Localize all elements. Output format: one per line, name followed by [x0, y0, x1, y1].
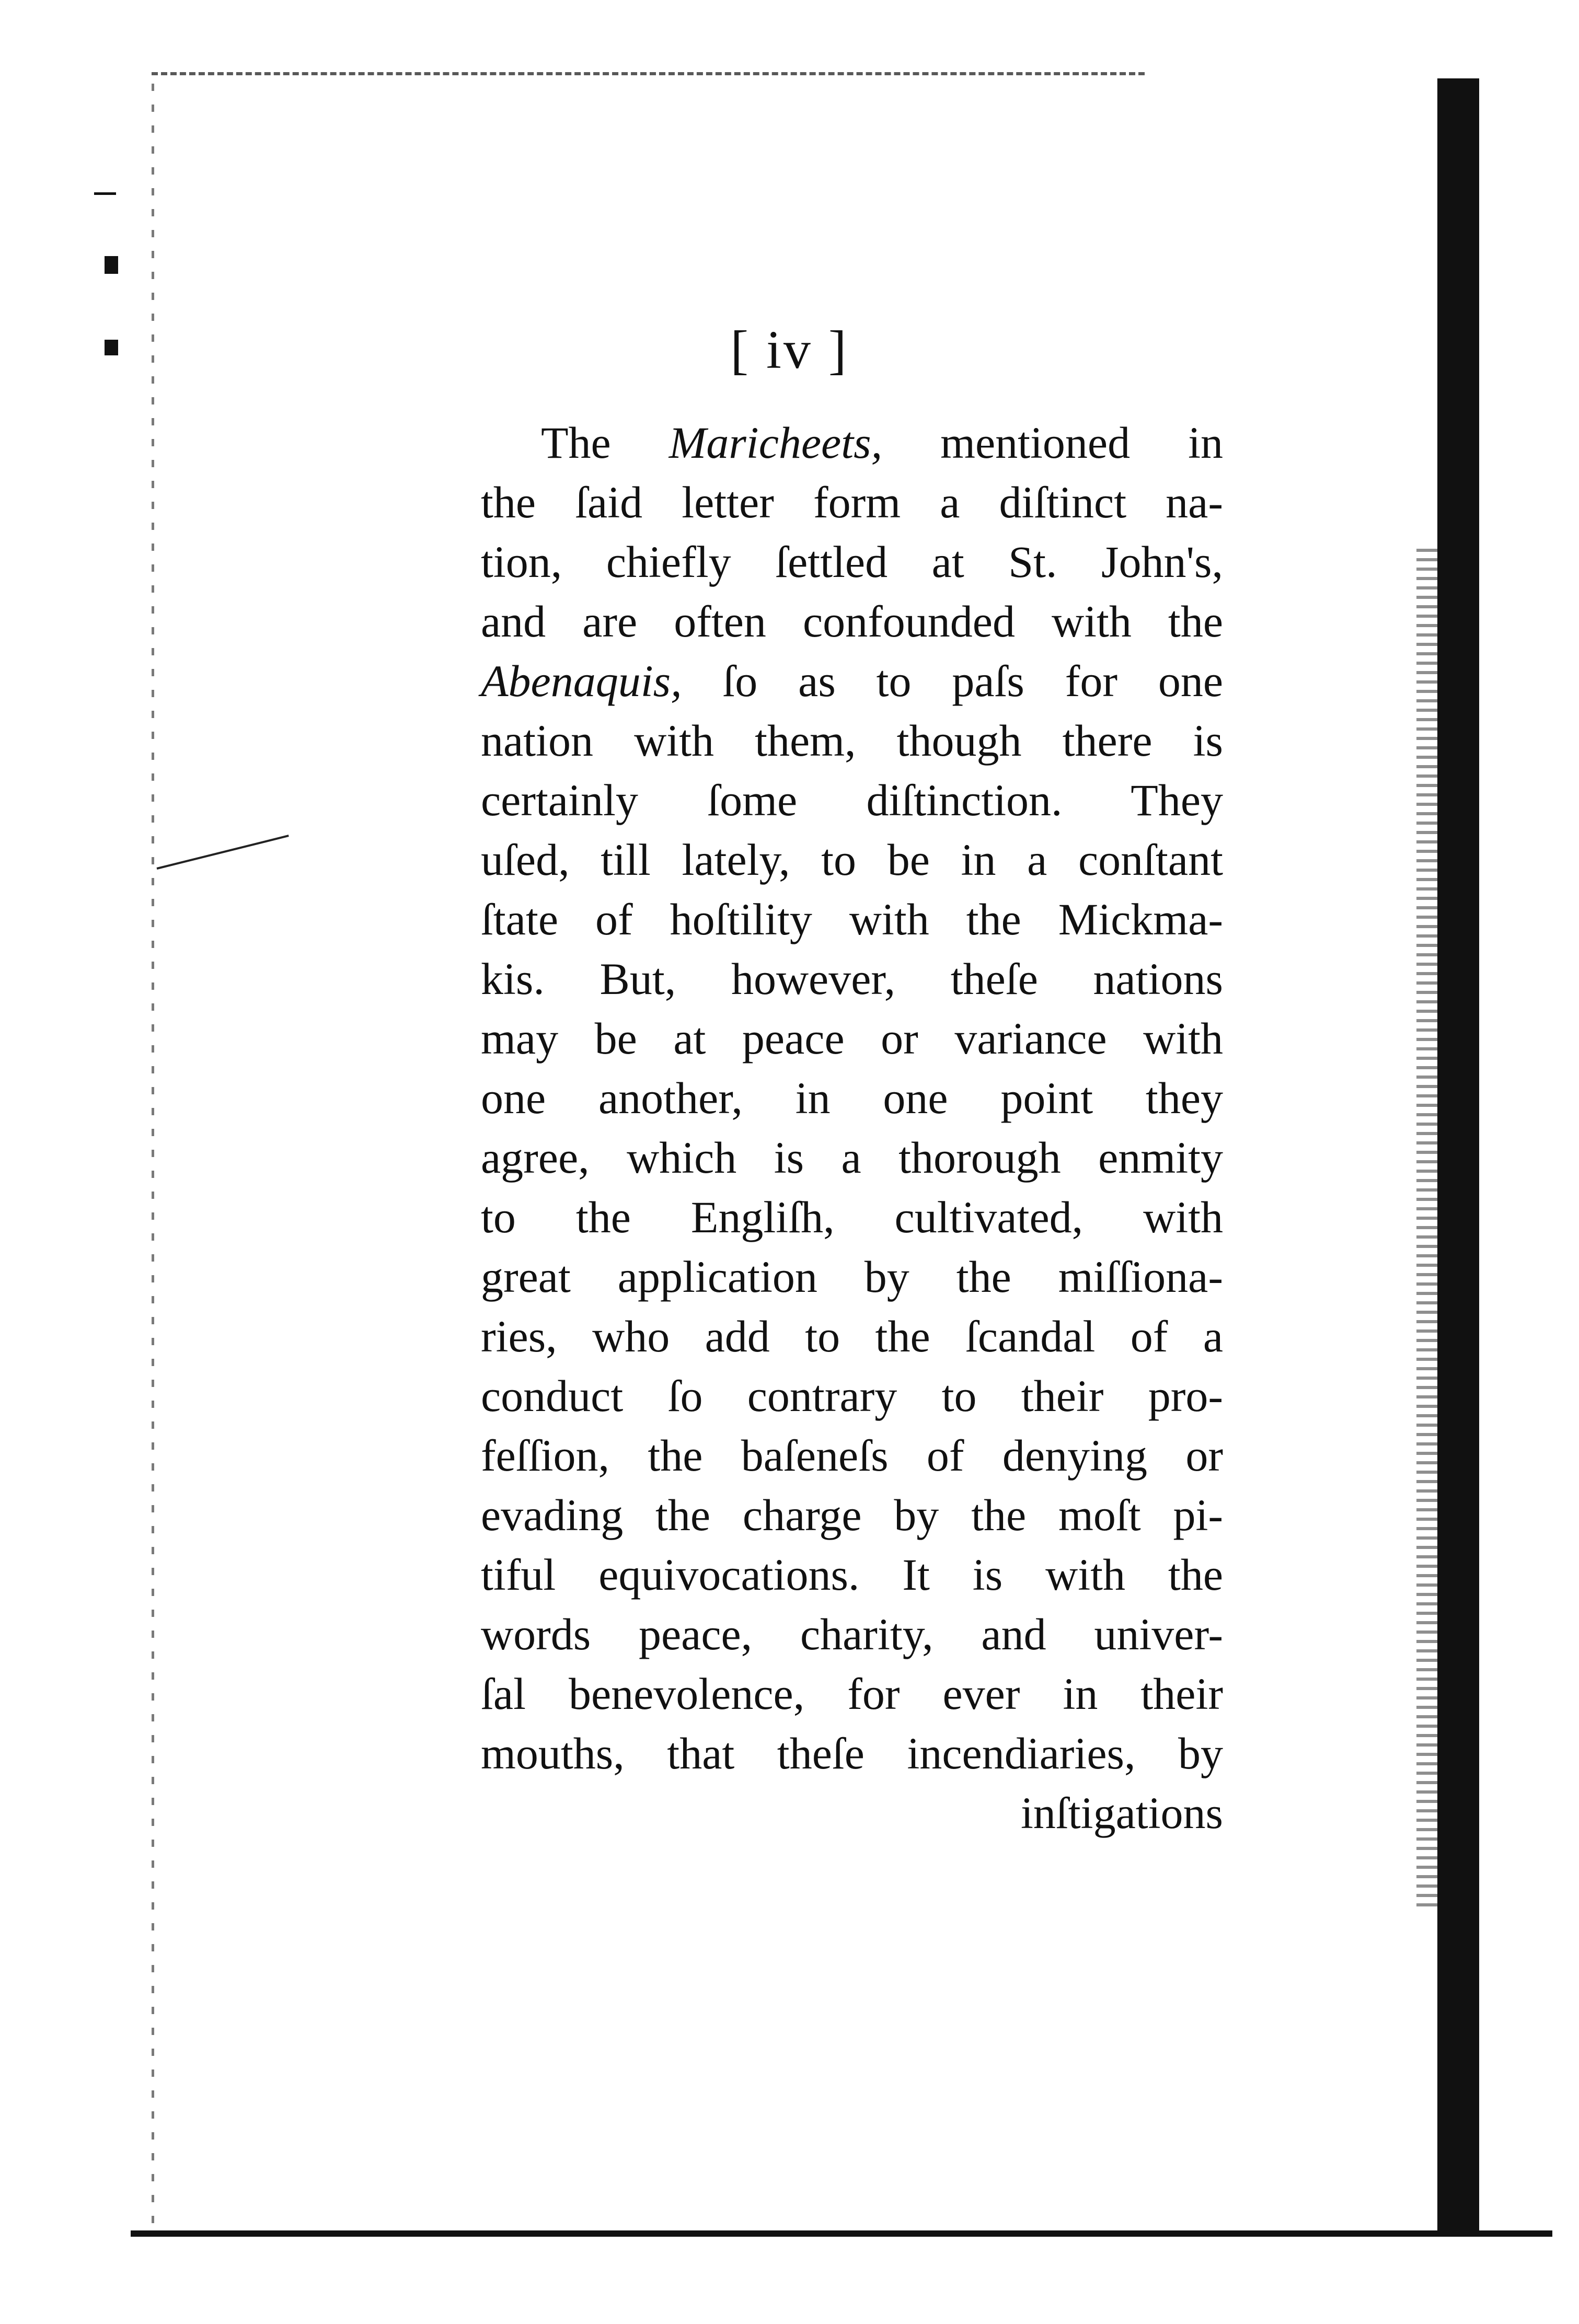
text-line: words peace, charity, and univer- — [481, 1609, 1223, 1659]
text-line: ries, who add to the ſcandal of a — [481, 1311, 1223, 1361]
text-line: ſal benevolence, for ever in their — [481, 1669, 1223, 1719]
text-line: certainly ſome diſtinction. They — [481, 775, 1223, 825]
text-line: evading the charge by the moſt pi- — [481, 1490, 1223, 1540]
page-number: [ iv ] — [730, 320, 849, 380]
text-line: feſſion, the baſeneſs of denying or — [481, 1430, 1223, 1481]
text-line: nation with them, though there is — [481, 715, 1223, 766]
text-line: ſtate of hoſtility with the Mickma- — [481, 894, 1223, 944]
text-line — [481, 651, 1223, 711]
italic-name: Abenaquis, — [481, 656, 682, 706]
italic-name: Maricheets, — [669, 418, 883, 468]
body-text — [481, 413, 1223, 1843]
text-line: agree, which is a thorough enmity — [481, 1132, 1223, 1183]
text-line: and are often confounded with the — [481, 596, 1223, 646]
text-line: kis. But, however, theſe nations — [481, 954, 1223, 1004]
text-line: conduct ſo contrary to their pro- — [481, 1371, 1223, 1421]
stray-pen-mark — [157, 835, 289, 870]
left-page-edge — [152, 84, 154, 2237]
text-line: one another, in one point they — [481, 1073, 1223, 1123]
text-run: The — [541, 418, 669, 468]
text-line: may be at peace or variance with — [481, 1013, 1223, 1063]
text-line: mouths, that theſe incendiaries, by — [481, 1728, 1223, 1778]
margin-mark — [105, 256, 118, 274]
text-line: uſed, till lately, to be in a conſtant — [481, 835, 1223, 885]
bottom-border-rule — [131, 2230, 1552, 2237]
text-line: tiful equivocations. It is with the — [481, 1550, 1223, 1600]
text-line — [481, 413, 1223, 472]
text-run: ſo as to paſs for one — [682, 656, 1223, 706]
catchword: inſtigations — [1021, 1788, 1223, 1838]
text-line: the ſaid letter form a diſtinct na- — [481, 477, 1223, 527]
text-line: tion, chiefly ſettled at St. John's, — [481, 537, 1223, 587]
right-binding-edge — [1437, 78, 1479, 2237]
margin-mark — [94, 192, 116, 195]
top-border-rule — [152, 72, 1145, 75]
text-line: great application by the miſſiona- — [481, 1252, 1223, 1302]
text-run: mentioned in — [882, 418, 1223, 468]
text-line: to the Engliſh, cultivated, with — [481, 1192, 1223, 1242]
